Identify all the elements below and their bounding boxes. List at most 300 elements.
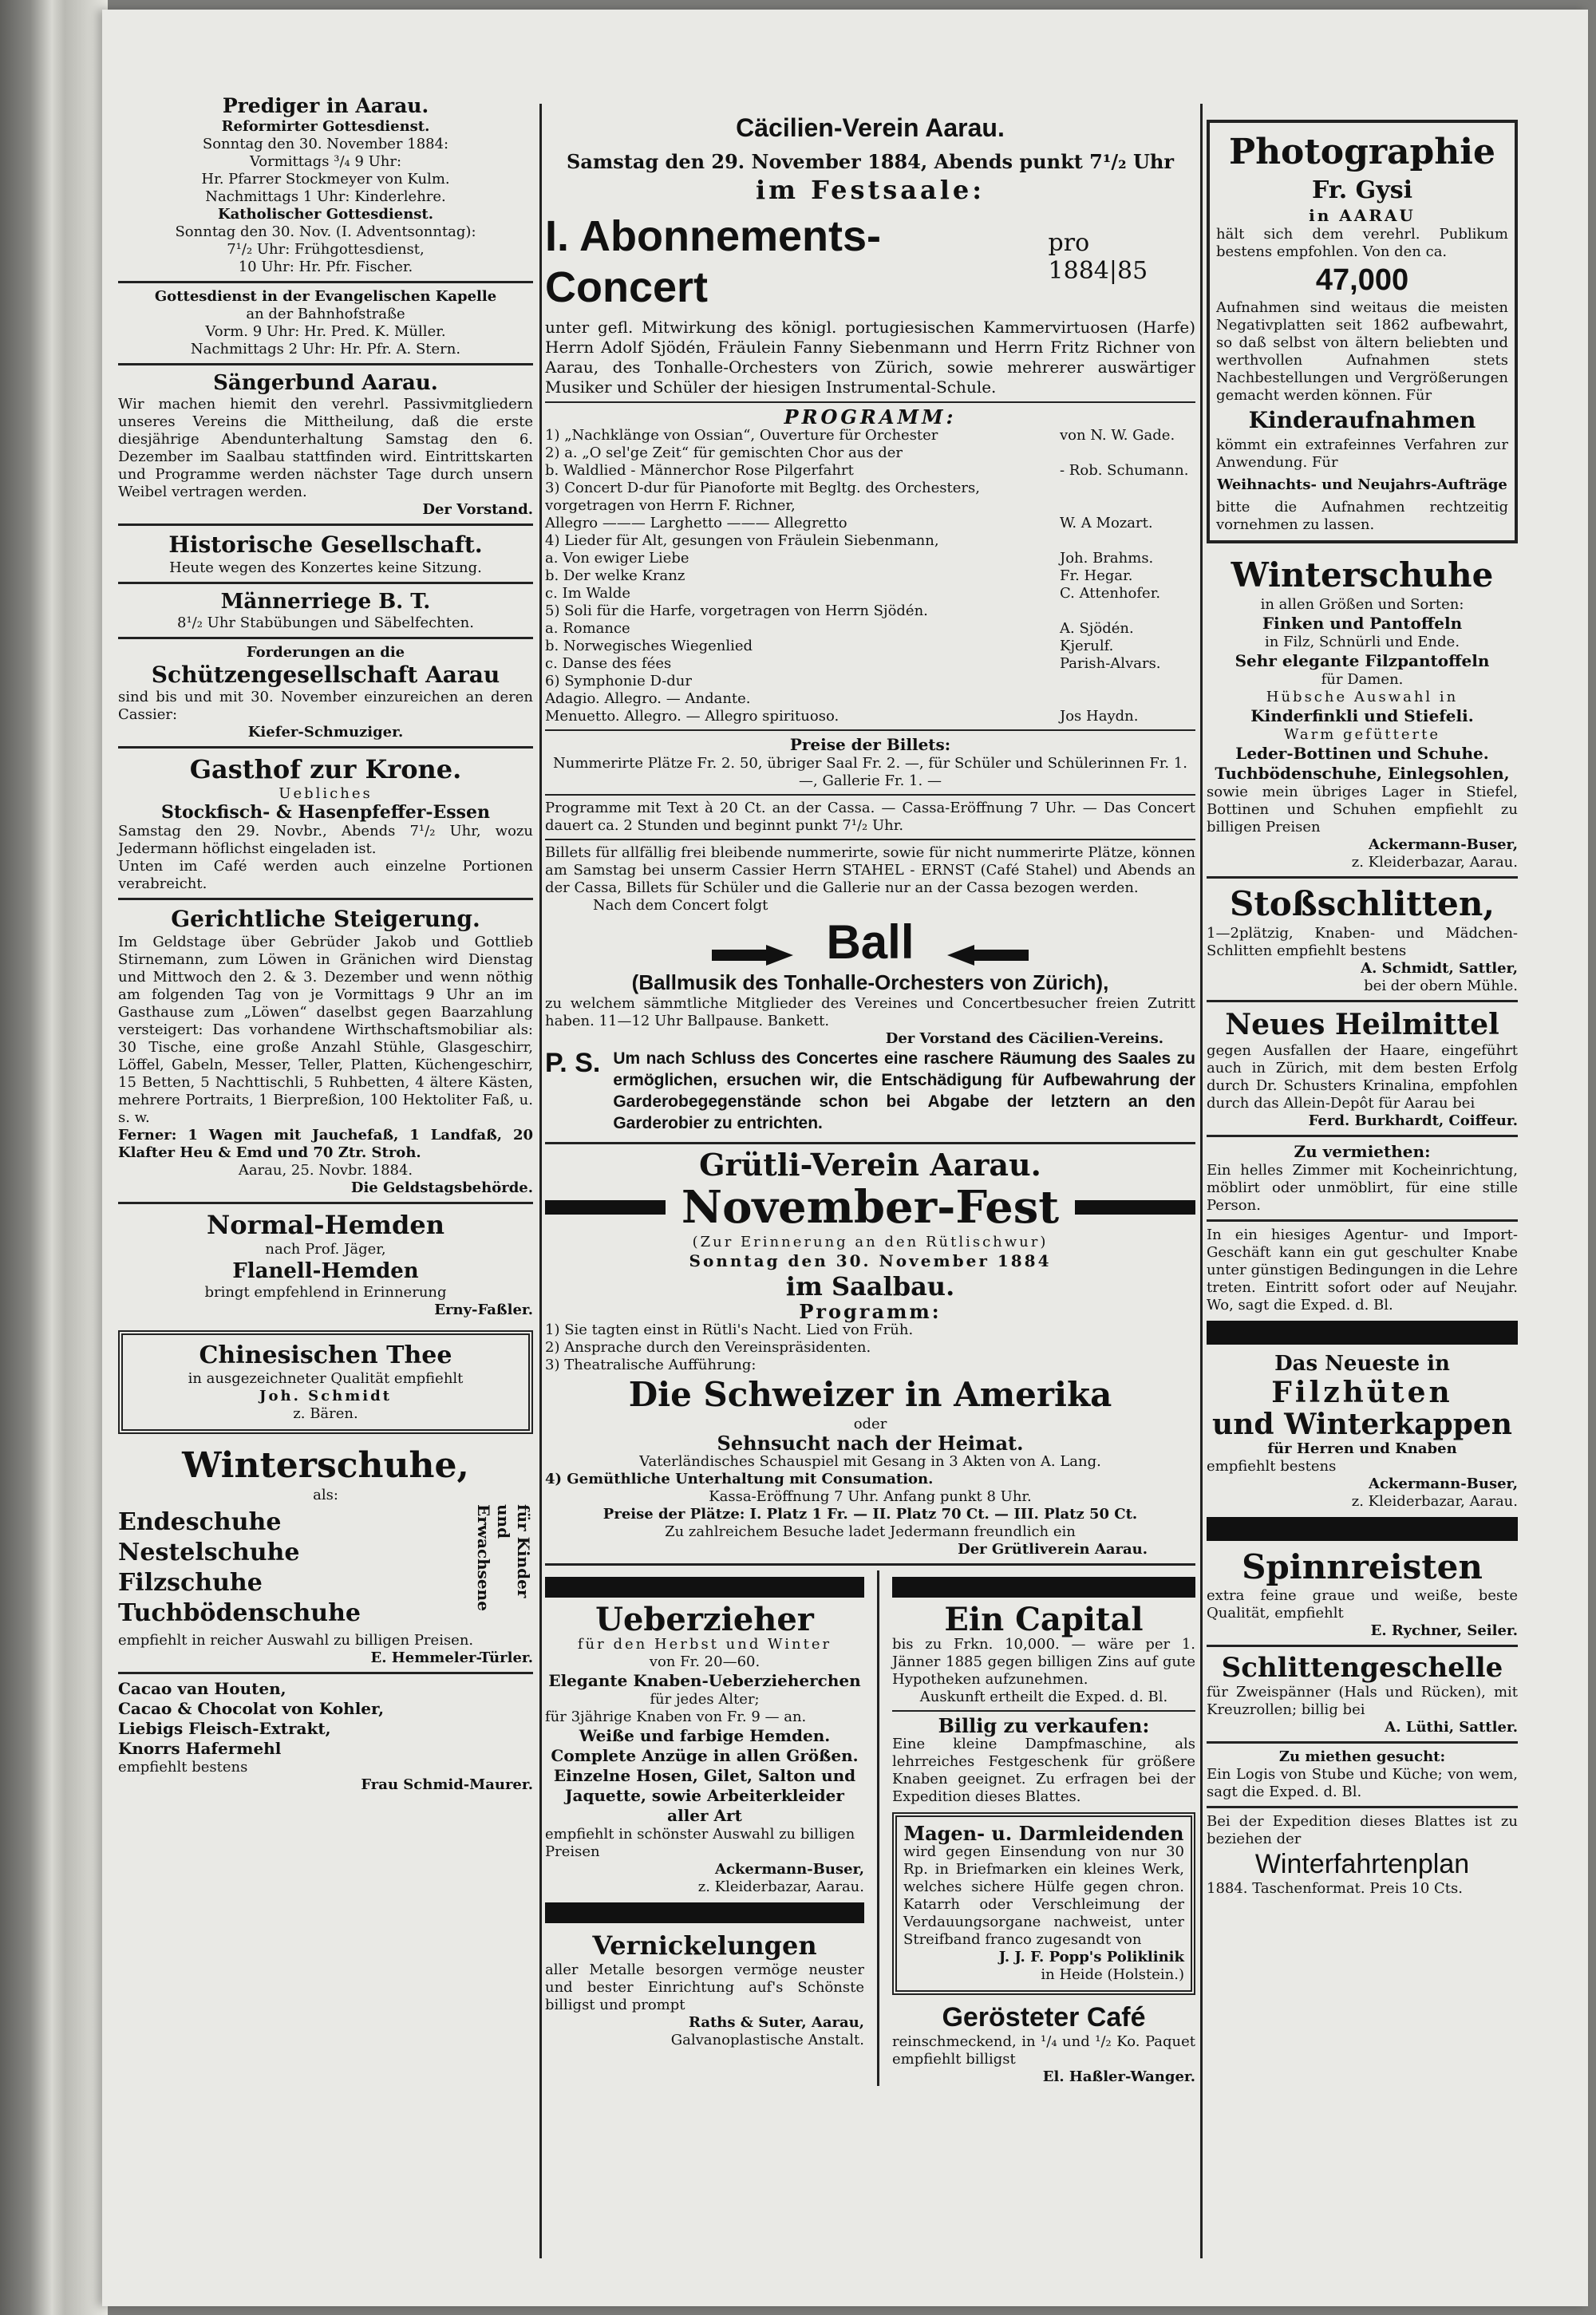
ad-caecilien <box>545 112 1195 1134</box>
scan-edge <box>0 0 108 2315</box>
programm-row <box>545 462 1195 480</box>
programm-row-right: Kjerulf. <box>1060 638 1114 654</box>
divider <box>1207 1000 1518 1002</box>
bottom-right-subcolumn <box>892 1570 1195 2086</box>
programm-row-right: C. Attenhofer. <box>1060 585 1161 602</box>
cafe-sign: El. Haßler-Wanger. <box>1042 2068 1195 2085</box>
divider <box>892 1710 1195 1712</box>
programm-row-right: von N. W. Gade. <box>1060 427 1175 444</box>
programm-row-left: b. Norwegisches Wiegenlied <box>545 638 753 654</box>
heilmittel-title: Neues Heilmittel <box>1225 1008 1499 1041</box>
cafe-title: Gerösteter Café <box>942 2002 1146 2033</box>
divider <box>118 363 533 365</box>
kapelle-line: an der Bahnhofstraße <box>246 306 405 322</box>
hemden-title1: Normal-Hemden <box>207 1210 444 1240</box>
winterschuhe-right-line: Hübsche Auswahl in <box>1266 689 1459 705</box>
programm-row <box>545 602 1195 620</box>
caecilien-place: im Festsaale: <box>755 175 986 205</box>
winterschuhe-side: für Kinder und Erwachsene <box>474 1504 533 1611</box>
programm-list <box>545 427 1195 725</box>
maennerriege-title: Männerriege B. T. <box>220 590 431 614</box>
programm-row-left: Menuetto. Allegro. — Allegro spirituoso. <box>545 708 839 725</box>
schuetzen-text: sind bis und mit 30. November einzureichen an deren Cassier: <box>118 689 533 723</box>
prediger-line: Hr. Pfarrer Stockmeyer von Kulm. <box>201 171 450 188</box>
gruetli-text: Zu zahlreichem Besuche ladet Jedermann freundlich ein <box>665 1523 1076 1540</box>
gruetli-item: 1) Sie tagten einst in Rütli's Nacht. Lied von Früh. <box>545 1321 914 1338</box>
saengerbund-sign: Der Vorstand. <box>422 501 533 518</box>
gruetli-fest: November-Fest <box>681 1181 1060 1234</box>
capital-text: bis zu Frkn. 10,000. — wäre per 1. Jänner 1885 gegen billigen Zins auf gute Hypotheken aufzunehmen. <box>892 1636 1195 1688</box>
schuetzen-title: Schützengesellschaft Aarau <box>151 662 500 688</box>
steigerung-text2: Ferner: 1 Wagen mit Jauchefaß, 1 Landfaß, 20 Klafter Heu & Emd und 70 Ztr. Stroh. <box>118 1127 533 1161</box>
magen-title: Magen- u. Darmleidenden <box>903 1822 1184 1845</box>
photo-text4: bitte die Aufnahmen rechtzeitig vornehmen zu lassen. <box>1216 499 1508 533</box>
programm-row <box>545 690 1195 708</box>
winterschuhe-title: Winterschuhe, <box>182 1445 469 1486</box>
historisch-text: Heute wegen des Konzertes keine Sitzung. <box>169 559 482 576</box>
divider <box>118 523 533 526</box>
gruetli-title: Grütli-Verein Aarau. <box>699 1147 1041 1183</box>
bottom-middle-ads <box>545 1570 1195 2086</box>
gruetli-item: 3) Theatralische Aufführung: <box>545 1357 757 1373</box>
programm-row-right: Joh. Brahms. <box>1060 550 1154 567</box>
divider <box>545 794 1195 796</box>
programm-row-right: A. Sjödén. <box>1060 620 1134 637</box>
photo-place: in AARAU <box>1309 206 1416 225</box>
hemden-title2: Flanell-Hemden <box>232 1259 419 1283</box>
black-bar <box>545 1200 666 1215</box>
divider <box>118 1672 533 1674</box>
nach-text: Nach dem Concert folgt <box>593 897 768 914</box>
ad-cacao <box>118 1679 533 1794</box>
vermiethen-text: Ein helles Zimmer mit Kocheinrichtung, möblirt oder unmöblirt, für eine stille Person. <box>1207 1162 1518 1214</box>
stoss-text: 1—2plätzig, Knaben- und Mädchen-Schlitten empfiehlt bestens <box>1207 925 1518 959</box>
knabe-text: In ein hiesiges Agentur- und Import-Geschäft kann ein gut geschulter Knabe unter günstigen Bedingungen in die Lehre treten. Eintritt sofort oder auf Neujahr. Wo, sagt die Exped. d. Bl. <box>1207 1227 1518 1314</box>
photo-name: Fr. Gysi <box>1311 176 1413 204</box>
ball-sub: (Ballmusik des Tonhalle-Orchesters von Zürich), <box>631 970 1109 994</box>
pointing-hand-left-icon <box>942 942 1030 969</box>
gruetli-oder: oder <box>853 1416 887 1432</box>
programm-row-left: b. Der welke Kranz <box>545 567 685 584</box>
prediger-line: Reformirter Gottesdienst. <box>221 118 430 135</box>
divider <box>1207 1645 1518 1647</box>
photo-title: Photographie <box>1228 132 1496 172</box>
ps-label: P. S. <box>545 1048 601 1078</box>
winterschuhe-right-line: Warm gefütterte <box>1283 726 1441 743</box>
gruetli-play2: Sehnsucht nach der Heimat. <box>717 1432 1024 1455</box>
ad-historisch <box>118 531 533 577</box>
divider <box>545 729 1195 731</box>
winterschuhe-als: als: <box>313 1487 338 1503</box>
stoss-place: bei der obern Mühle. <box>1364 978 1518 994</box>
caecilien-season: pro 1884|85 <box>1048 229 1148 285</box>
ball-text: zu welchem sämmtliche Mitglieder des Vereines und Concertbesucher freien Zutritt haben. 11—12 Uhr Ballpause. Bankett. <box>545 995 1195 1029</box>
programm-row-right: W. A Mozart. <box>1060 515 1153 531</box>
capital-title: Ein Capital <box>944 1601 1144 1638</box>
gruetli-item4: 4) Gemüthliche Unterhaltung mit Consumation. <box>545 1471 934 1487</box>
thee-title: Chinesischen Thee <box>199 1341 452 1369</box>
divider <box>545 1563 1195 1566</box>
divider <box>545 401 1195 403</box>
ueberzieher-title: Ueberzieher <box>595 1601 814 1638</box>
programm-row <box>545 655 1195 673</box>
ad-maennerriege <box>118 589 533 632</box>
ad-heilmittel <box>1207 1007 1518 1130</box>
programm-row-left: b. Waldlied - Männerchor Rose Pilgerfahrt <box>545 462 854 479</box>
programm-row <box>545 585 1195 602</box>
divider <box>118 582 533 584</box>
black-bar <box>545 1577 864 1598</box>
ad-spinn <box>1207 1547 1518 1640</box>
gruetli-play-info: Vaterländisches Schauspiel mit Gesang in 3 Akten von A. Lang. <box>639 1453 1101 1470</box>
filz-text: empfiehlt bestens <box>1207 1458 1337 1475</box>
winterschuhe-right-line: in Filz, Schnürli und Ende. <box>1264 634 1460 650</box>
krone-title: Gasthof zur Krone. <box>189 754 462 784</box>
photo-number: 47,000 <box>1315 263 1409 297</box>
hemden-text: bringt empfehlend in Erinnerung <box>204 1284 447 1301</box>
ad-vermiethen <box>1207 1142 1518 1215</box>
programm-row <box>545 620 1195 638</box>
fahrplan-text2: 1884. Taschenformat. Preis 10 Cts. <box>1207 1880 1464 1897</box>
programm-row <box>545 550 1195 567</box>
divider <box>1207 1135 1518 1137</box>
gruetli-item: 2) Ansprache durch den Vereinspräsidenten. <box>545 1339 871 1356</box>
kapelle-line: Nachmittags 2 Uhr: Hr. Pfr. A. Stern. <box>190 341 461 358</box>
right-column <box>1207 120 1518 1898</box>
gruetli-sign: Der Grütliverein Aarau. <box>958 1541 1148 1558</box>
programm-row-right <box>1060 497 1195 515</box>
winterschuhe-text: empfiehlt in reicher Auswahl zu billigen Preisen. <box>118 1632 474 1649</box>
schlitten-sign: A. Lüthi, Sattler. <box>1385 1719 1518 1736</box>
black-bar <box>892 1577 1195 1598</box>
fahrplan-text: Bei der Expedition dieses Blattes ist zu beziehen der <box>1207 1813 1518 1847</box>
ps-text: Um nach Schluss des Concertes eine raschere Räumung des Saales zu ermöglichen, ersuchen wir, die Entschädigung für Aufbewahrung der Garderobegegenstände schon bei Abgabe der letztern an den Garderobier zu entrichten. <box>613 1049 1195 1132</box>
divider <box>1207 876 1518 879</box>
programm-row-right: - Rob. Schumann. <box>1060 462 1189 479</box>
programm-row-right: Jos Haydn. <box>1060 708 1139 725</box>
ueberzieher-l2: für 3jährige Knaben von Fr. 9 — an. <box>545 1709 807 1725</box>
programm-row-right <box>1060 690 1195 708</box>
prediger-line: Vormittags ³/₄ 9 Uhr: <box>249 153 402 170</box>
divider <box>118 637 533 639</box>
ad-schlitten <box>1207 1652 1518 1736</box>
hemden-sign: Erny-Faßler. <box>434 1302 533 1318</box>
ad-filz <box>1207 1351 1518 1511</box>
programm-row <box>545 532 1195 550</box>
kapelle-line: Vorm. 9 Uhr: Hr. Pred. K. Müller. <box>205 323 446 340</box>
winterschuhe-right-sign: Ackermann-Buser, <box>1368 836 1518 853</box>
programm-row-left: 5) Soli für die Harfe, vorgetragen von Herrn Sjödén. <box>545 602 928 619</box>
prediger-title: Prediger in Aarau. <box>222 94 429 117</box>
ad-schuetzen <box>118 644 533 741</box>
winterschuhe-right-line: für Damen. <box>1321 671 1404 688</box>
ueberzieher-h4: Complete Anzüge in allen Größen. <box>551 1746 859 1765</box>
krone-text2: Unten im Café werden auch einzelne Portionen verabreicht. <box>118 858 533 892</box>
programm-row-right: Parish-Alvars. <box>1060 655 1161 672</box>
prediger-line: Sonntag den 30. November 1884: <box>202 136 449 152</box>
filz-place: z. Kleiderbazar, Aarau. <box>1351 1493 1518 1510</box>
caecilien-concert: I. Abonnements-Concert <box>545 212 882 311</box>
programm-row-right <box>1060 532 1195 550</box>
gruetli-programm-title: Programm: <box>799 1300 942 1323</box>
winterschuhe-right-h: Sehr elegante Filzpantoffeln <box>1235 651 1490 670</box>
middle-column <box>545 112 1195 2086</box>
historisch-title: Historische Gesellschaft. <box>168 531 483 558</box>
billig-text: Eine kleine Dampfmaschine, als lehrreiches Festgeschenk für größere Knaben geeignet. Zu erfragen bei der Expedition dieses Blattes. <box>892 1736 1195 1805</box>
maennerriege-text: 8¹/₂ Uhr Stabübungen und Säbelfechten. <box>177 614 474 631</box>
heilmittel-sign: Ferd. Burkhardt, Coiffeur. <box>1308 1112 1518 1129</box>
programm-row-right <box>1060 602 1195 620</box>
pointing-hand-right-icon <box>710 942 798 969</box>
krone-headline: Stockfisch- & Hasenpfeffer-Essen <box>160 802 491 823</box>
gruetli-place: im Saalbau. <box>785 1271 955 1302</box>
magen-sign: J. J. F. Popp's Poliklinik <box>998 1949 1184 1965</box>
ball-title: Ball <box>826 915 915 969</box>
black-bar <box>1207 1321 1518 1345</box>
capital-text2: Auskunft ertheilt die Exped. d. Bl. <box>919 1689 1168 1705</box>
ad-prediger <box>118 94 533 276</box>
schlitten-text: für Zweispänner (Hals und Rücken), mit Kreuzrollen; billig bei <box>1207 1684 1518 1718</box>
filz-l3: und Winterkappen <box>1212 1408 1512 1441</box>
column-rule-left <box>539 104 542 2258</box>
cafe-text: reinschmeckend, in ¹/₄ und ¹/₂ Ko. Paquet empfiehlt billigst <box>892 2033 1195 2068</box>
divider <box>1207 1219 1518 1222</box>
billets-text: Billets für allfällig frei bleibende nummerirte, sowie für nicht nummerirte Plätze, können am Samstag bei unserm Cassier Herrn STAHEL - ERNST (Café Stahel) und Abends an der Cassa, Billets für Schüler und die Gallerie nur an der Cassa bezogen werden. <box>545 844 1195 896</box>
programm-row-left: Adagio. Allegro. — Andante. <box>545 690 751 707</box>
programm-row <box>545 708 1195 725</box>
magen-text: wird gegen Einsendung von nur 30 Rp. in Briefmarken ein kleines Werk, welches sichere Hülfe gegen chron. Katarrh oder Verschleimung der Verdauungsorgane nachweist, unter Streifband franco zugesandt von <box>903 1843 1184 1948</box>
saengerbund-text: Wir machen hiemit den verehrl. Passivmitgliedern unseres Vereins die Mittheilung, daß die erste diesjährige Abendunterhaltung Samstag den 6. Dezember im Saalbau stattfinden wird. Eintrittskarten und Programme werden nächster Tage durch unsern Weibel vertragen werden. <box>118 396 533 500</box>
programm-row <box>545 515 1195 532</box>
programm-row <box>545 480 1195 497</box>
winterschuhe-item: Endeschuhe <box>118 1508 282 1536</box>
programm-row-left: Allegro ——— Larghetto ——— Allegretto <box>545 515 847 531</box>
ad-fahrplan <box>1207 1813 1518 1898</box>
schuetzen-pre: Forderungen an die <box>246 644 405 661</box>
prediger-line: Nachmittags 1 Uhr: Kinderlehre. <box>205 188 446 205</box>
winterschuhe-right-title: Winterschuhe <box>1231 555 1494 595</box>
winterschuhe-right-place: z. Kleiderbazar, Aarau. <box>1351 854 1518 871</box>
ad-magen <box>892 1812 1195 1995</box>
billig-title: Billig zu verkaufen: <box>938 1714 1150 1737</box>
photo-text2: Aufnahmen sind weitaus die meisten Negativplatten seit 1862 aufbewahrt, so daß selbst von ältern beliebten und werthvollen Aufnahmen stets Nachbestellungen und Vergrößerungen gemacht werden können. Für <box>1216 299 1508 404</box>
programm-row-left: 1) „Nachklänge von Ossian“, Ouverture für Orchester <box>545 427 938 444</box>
winterschuhe-sign: E. Hemmeler-Türler. <box>370 1649 533 1666</box>
winterschuhe-right-h: Leder-Bottinen und Schuhe. <box>1235 744 1489 763</box>
gruetli-date: Sonntag den 30. November 1884 <box>689 1251 1052 1270</box>
filz-l2: Filzhüten <box>1271 1376 1453 1409</box>
gruetli-kassa: Kassa-Eröffnung 7 Uhr. Anfang punkt 8 Uhr. <box>709 1488 1032 1505</box>
steigerung-text: Im Geldstage über Gebrüder Jakob und Gottlieb Stirnemann, zum Löwen in Gränichen wird Dienstag und Mittwoch den 2. & 3. Dezember und wenn nöthig am folgenden Tag von je Vormittags 9 Uhr an im Gasthause zum „Löwen“ daselbst gegen Baarzahlung versteigert: Das vorhandene Wirthschaftsmobiliar als: 30 Tische, eine große Anzahl Stühle, Glasgeschirr, Löffel, Gabeln, Messer, Teller, Platten, Küchengeschirr, 15 Betten, 5 Nachttischli, 5 Ruhbetten, 4 ältere Kästen, mehrere Portraits, 1 Bierpreßion, 100 Hektoliter Faß, u. s. w. <box>118 934 533 1126</box>
cacao-line: Cacao & Chocolat von Kohler, <box>118 1699 385 1718</box>
vermiethen-title: Zu vermiethen: <box>1294 1142 1431 1161</box>
ad-winterschuhe-right <box>1207 555 1518 871</box>
programm-row-right <box>1060 444 1195 462</box>
hemden-sub: nach Prof. Jäger, <box>265 1241 386 1258</box>
winterschuhe-item: Tuchbödenschuhe <box>118 1599 361 1627</box>
ad-kapelle <box>118 288 533 358</box>
filz-sign: Ackermann-Buser, <box>1368 1476 1518 1492</box>
subcolumn-rule <box>877 1570 879 2086</box>
programm-title: PROGRAMM: <box>784 405 957 429</box>
programm-row-right: Fr. Hegar. <box>1060 567 1133 584</box>
programm-row <box>545 567 1195 585</box>
programm-row-right <box>1060 480 1195 497</box>
programm-row-left: vorgetragen von Herrn F. Richner, <box>545 497 796 514</box>
stoss-sign: A. Schmidt, Sattler, <box>1361 960 1518 977</box>
prediger-line: Katholischer Gottesdienst. <box>217 206 434 223</box>
ad-winterschuhe-left <box>118 1445 533 1667</box>
logis-title: Zu miethen gesucht: <box>1278 1748 1446 1765</box>
winterschuhe-right-h: Kinderfinkli und Stiefeli. <box>1250 706 1474 725</box>
schuetzen-sign: Kiefer-Schmuziger. <box>247 724 404 741</box>
programm-row-left: a. Romance <box>545 620 630 637</box>
cacao-line: Cacao van Houten, <box>118 1679 286 1698</box>
ad-saengerbund <box>118 370 533 519</box>
divider <box>118 898 533 900</box>
divider <box>1207 1806 1518 1808</box>
gruetli-sub: (Zur Erinnerung an den Rütlischwur) <box>692 1234 1049 1250</box>
ad-gruetli <box>545 1149 1195 1558</box>
cacao-line: Knorrs Hafermehl <box>118 1739 282 1758</box>
caecilien-date: Samstag den 29. November 1884, Abends punkt 7¹/₂ Uhr <box>566 150 1175 173</box>
schlitten-title: Schlittengeschelle <box>1221 1652 1503 1684</box>
thee-name: Joh. Schmidt <box>259 1388 392 1404</box>
filz-l4: für Herren und Knaben <box>1267 1440 1457 1457</box>
bottom-left-subcolumn <box>545 1570 864 2086</box>
steigerung-sign: Die Geldstagsbehörde. <box>350 1179 533 1196</box>
programm-row-left: 2) a. „O sel'ge Zeit“ für gemischten Chor aus der <box>545 444 903 461</box>
caecilien-text: unter gefl. Mitwirkung des königl. portugiesischen Kammervirtuosen (Harfe) Herrn Adolf Sjödén, Fräulein Fanny Siebenmann und Herrn Fritz Richner von Aarau, des Tonhalle-Orchesters von Zürich, sowie mehrerer auswärtiger Musiker und Schüler der hiesigen Instrumental-Schule. <box>545 318 1195 397</box>
ad-knabe <box>1207 1227 1518 1314</box>
winterschuhe-right-text: sowie mein übriges Lager in Stiefel, Bottinen und Schuhen empfiehlt zu billigen Preisen <box>1207 784 1518 836</box>
black-bar <box>1075 1200 1195 1215</box>
winterschuhe-right-h: Tuchbödenschuhe, Einlegsohlen, <box>1215 764 1510 783</box>
caecilien-title: Cäcilien-Verein Aarau. <box>736 113 1005 142</box>
ueberzieher-sign: Ackermann-Buser, <box>714 1861 864 1878</box>
ad-hemden <box>118 1209 533 1319</box>
krone-text: Samstag den 29. Novbr., Abends 7¹/₂ Uhr, wozu Jedermann höflichst eingeladen ist. <box>118 823 533 857</box>
ad-ueberzieher <box>545 1601 864 1896</box>
saengerbund-title: Sängerbund Aarau. <box>213 371 438 395</box>
prediger-line: Sonntag den 30. Nov. (I. Adventsonntag): <box>175 223 476 240</box>
gruetli-preise: Preise der Plätze: I. Platz 1 Fr. — II. Platz 70 Ct. — III. Platz 50 Ct. <box>602 1506 1138 1523</box>
ad-steigerung <box>118 905 533 1197</box>
divider <box>545 1142 1195 1144</box>
programm-row <box>545 638 1195 655</box>
programm-row-left: 4) Lieder für Alt, gesungen von Fräulein Siebenmann, <box>545 532 939 549</box>
vernickelungen-sign: Raths & Suter, Aarau, <box>688 2014 864 2031</box>
photo-h3: Weihnachts- und Neujahrs-Aufträge <box>1217 476 1507 493</box>
preise-title: Preise der Billets: <box>789 735 951 754</box>
prediger-line: 10 Uhr: Hr. Pfr. Fischer. <box>238 259 413 275</box>
spinn-title: Spinnreisten <box>1242 1547 1483 1586</box>
cacao-sign: Frau Schmid-Maurer. <box>361 1776 533 1793</box>
programm-row <box>545 444 1195 462</box>
ueberzieher-h2: Elegante Knaben-Ueberzieherchen <box>548 1671 861 1690</box>
heilmittel-text: gegen Ausfallen der Haare, eingeführt auch in Zürich, mit dem besten Erfolg durch Dr. Schusters Krinalina, empfohlen durch das Allein-Depôt für Aarau bei <box>1207 1042 1518 1112</box>
photo-text: hält sich dem verehrl. Publikum bestens empfohlen. Von den ca. <box>1216 226 1508 260</box>
prediger-line: 7¹/₂ Uhr: Frühgottesdienst, <box>227 241 425 258</box>
thee-text: in ausgezeichneter Qualität empfiehlt <box>188 1370 464 1387</box>
column-rule-right <box>1200 104 1203 2258</box>
preise-text: Nummerirte Plätze Fr. 2. 50, übriger Saal Fr. 2. —, für Schüler und Schülerinnen Fr. 1. —, Gallerie Fr. 1. — <box>553 755 1187 789</box>
steigerung-date: Aarau, 25. Novbr. 1884. <box>238 1162 413 1179</box>
winterschuhe-right-h: Finken und Pantoffeln <box>1262 614 1463 633</box>
ueberzieher-line: von Fr. 20—60. <box>649 1653 760 1670</box>
divider <box>545 839 1195 840</box>
ueberzieher-line: für den Herbst und Winter <box>577 1636 832 1653</box>
divider <box>118 746 533 749</box>
ball-heading <box>545 915 1195 970</box>
vernickelungen-title: Vernickelungen <box>592 1930 817 1961</box>
ad-photo <box>1207 120 1518 543</box>
black-bar <box>1207 1517 1518 1541</box>
krone-sub: Uebliches <box>279 785 373 802</box>
ad-krone <box>118 753 533 893</box>
cacao-text: empfiehlt bestens <box>118 1759 248 1776</box>
spinn-sign: E. Rychner, Seiler. <box>1370 1622 1518 1639</box>
filz-l1: Das Neueste in <box>1274 1352 1450 1376</box>
caecilien-sign: Der Vorstand des Cäcilien-Vereins. <box>885 1030 1163 1047</box>
ueberzieher-place: z. Kleiderbazar, Aarau. <box>697 1878 864 1895</box>
divider <box>1207 1741 1518 1744</box>
programm-row <box>545 673 1195 690</box>
gruetli-play: Die Schweizer in Amerika <box>628 1375 1112 1414</box>
black-bar <box>545 1902 864 1923</box>
magen-place: in Heide (Holstein.) <box>1041 1966 1184 1983</box>
winterschuhe-right-line: in allen Größen und Sorten: <box>1260 596 1464 613</box>
programm-row-left: c. Im Walde <box>545 585 631 602</box>
ad-logis <box>1207 1748 1518 1801</box>
steigerung-title: Gerichtliche Steigerung. <box>171 906 480 932</box>
winterschuhe-item: Filzschuhe <box>118 1569 263 1597</box>
fahrplan-title: Winterfahrtenplan <box>1254 1849 1470 1879</box>
photo-text3: kömmt ein extrafeinnes Verfahren zur Anwendung. Für <box>1216 437 1508 471</box>
ueberzieher-h5: Einzelne Hosen, Gilet, Salton und Jaquette, sowie Arbeiterkleider aller Art <box>553 1766 856 1825</box>
logis-text: Ein Logis von Stube und Küche; von wem, sagt die Exped. d. Bl. <box>1207 1766 1518 1800</box>
ueberzieher-h3: Weiße und farbige Hemden. <box>579 1726 831 1745</box>
ad-billig <box>892 1716 1195 1806</box>
programme-text: Programme mit Text à 20 Ct. an der Cassa. — Cassa-Eröffnung 7 Uhr. — Das Concert dauert ca. 2 Stunden und beginnt punkt 7¹/₂ Uhr. <box>545 800 1195 834</box>
programm-row-left: 6) Symphonie D-dur <box>545 673 693 689</box>
ad-stoss <box>1207 883 1518 995</box>
vernickelungen-place: Galvanoplastische Anstalt. <box>670 2032 864 2048</box>
programm-row-left: a. Von ewiger Liebe <box>545 550 689 567</box>
programm-row <box>545 497 1195 515</box>
programm-row-left: c. Danse des fées <box>545 655 672 672</box>
photo-h2: Kinderaufnahmen <box>1248 407 1476 433</box>
winterschuhe-item: Nestelschuhe <box>118 1539 300 1566</box>
ad-vernickelungen <box>545 1930 864 2049</box>
programm-row <box>545 427 1195 444</box>
cacao-line: Liebigs Fleisch-Extrakt, <box>118 1719 331 1738</box>
divider <box>118 1202 533 1204</box>
ad-thee <box>118 1330 533 1434</box>
programm-row-left: 3) Concert D-dur für Pianoforte mit Begltg. des Orchesters, <box>545 480 980 496</box>
kapelle-line: Gottesdienst in der Evangelischen Kapelle <box>154 288 497 305</box>
ad-cafe <box>892 2001 1195 2086</box>
divider <box>118 281 533 283</box>
programm-row-right <box>1060 673 1195 690</box>
vernickelungen-text: aller Metalle besorgen vermöge neuster und bester Einrichtung auf's Schönste billigst und prompt <box>545 1961 864 2013</box>
ueberzieher-l2: für jedes Alter; <box>650 1691 760 1708</box>
stoss-title: Stoßschlitten, <box>1229 884 1495 923</box>
spinn-text: extra feine graue und weiße, beste Qualität, empfiehlt <box>1207 1587 1518 1622</box>
left-column <box>118 94 533 1794</box>
thee-place: z. Bären. <box>293 1405 358 1422</box>
ad-capital <box>892 1601 1195 1706</box>
